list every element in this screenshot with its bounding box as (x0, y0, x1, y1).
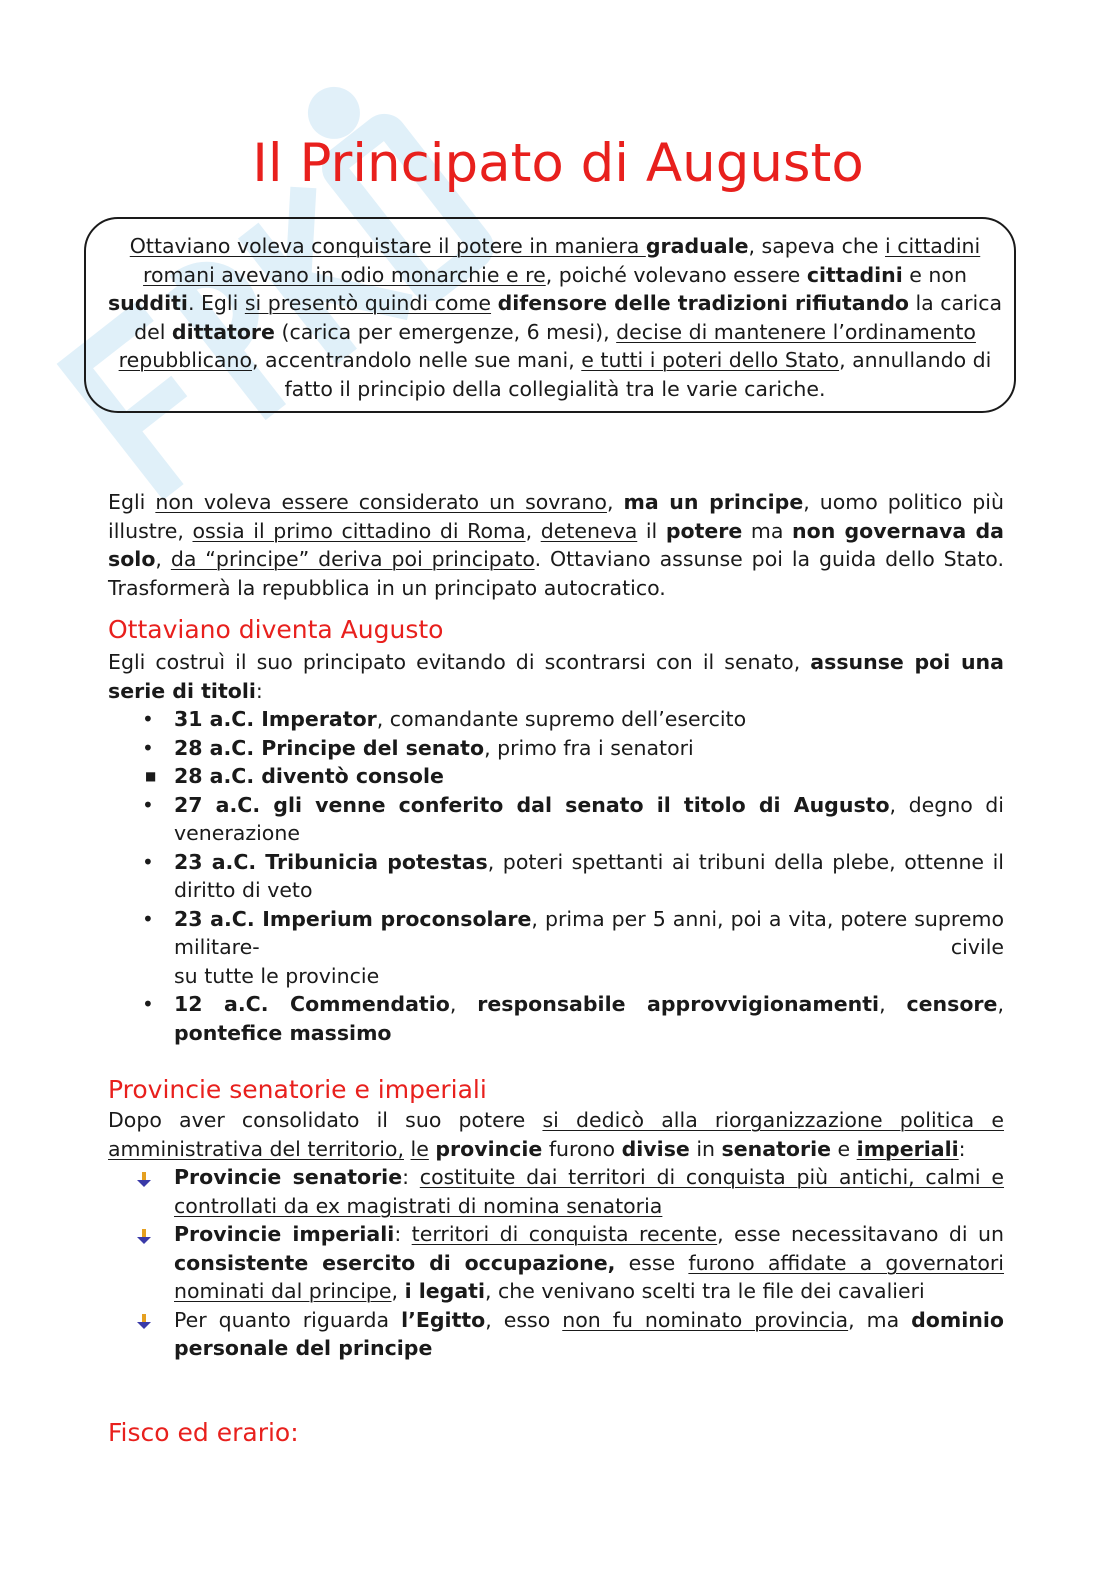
provincie-list (108, 1163, 1004, 1363)
bullet-icon: • (142, 849, 154, 874)
bullet-icon: • (142, 992, 154, 1016)
provincie-intro: Dopo aver consolidato il suo potere si dedicò alla riorganizzazione politica e amministrativa del territorio, le provincie furono divise in senatorie e imperiali: (108, 1108, 1004, 1161)
list-item: Provincie senatorie: costituite dai territori di conquista più antichi, calmi e controllati da ex magistrati di nomina senatoria (108, 1163, 1004, 1220)
bullet-icon: • (142, 792, 154, 817)
titles-section (108, 648, 1004, 1047)
arrow-bullet-icon (136, 1221, 152, 1250)
principe-paragraph: Egli non voleva essere considerato un sovrano, ma un principe, uomo politico più illustre, ossia il primo cittadino di Roma, deteneva il potere ma non governava da solo, da “principe” deriva poi principato. Ottaviano assunse poi la guida dello Stato. Trasformerà la repubblica in un principato autocratico. (108, 490, 1004, 600)
heading-fisco-erario: Fisco ed erario: (108, 1418, 299, 1447)
arrow-bullet-icon (136, 1307, 152, 1336)
bullet-icon: ■ (145, 769, 157, 783)
arrow-bullet-icon (136, 1164, 152, 1193)
list-item: • 12 a.C. Commendatio, responsabile approvvigionamenti, censore, pontefice massimo (142, 992, 1004, 1045)
list-item: • 23 a.C. Tribunicia potestas, poteri spettanti ai tribuni della plebe, ottenne il diritto di veto (142, 849, 1004, 902)
provincie-section (108, 1106, 1004, 1363)
heading-ottaviano-augusto: Ottaviano diventa Augusto (108, 615, 444, 644)
list-item: Per quanto riguarda l’Egitto, esso non fu nominato provincia, ma dominio personale del principe (108, 1306, 1004, 1363)
titles-list (108, 705, 1004, 1047)
list-item: • 28 a.C. Principe del senato, primo fra i senatori (108, 734, 1004, 763)
heading-provincie: Provincie senatorie e imperiali (108, 1075, 487, 1104)
bullet-icon: • (142, 707, 154, 731)
page-title: Il Principato di Augusto (252, 133, 864, 194)
intro-paragraph: Ottaviano voleva conquistare il potere in maniera graduale, sapeva che i cittadini romani avevano in odio monarchie e re, poiché volevano essere cittadini e non sudditi. Egli si presentò quindi come difensore delle tradizioni rifiutando la carica del dittatore (carica per emergenze, 6 mesi), decise di mantenere l’ordinamento repubblicano, accentrandolo nelle sue mani, e tutti i poteri dello Stato, annullando di fatto il principio della collegialità tra le varie cariche. (107, 234, 1003, 401)
bullet-icon: • (142, 906, 154, 931)
titles-intro: Egli costruì il suo principato evitando di scontrarsi con il senato, assunse poi una serie di titoli: (108, 650, 1004, 703)
bullet-icon: • (142, 735, 154, 760)
list-item: Provincie imperiali: territori di conquista recente, esse necessitavano di un consistente esercito di occupazione, esse furono affidate a governatori nominati dal principe, i legati, che venivano scelti tra le file dei cavalieri (108, 1220, 1004, 1306)
list-item: ■ 28 a.C. diventò console (108, 762, 1004, 791)
list-item: • 31 a.C. Imperator, comandante supremo dell’esercito (108, 705, 1004, 734)
list-item: • 23 a.C. Imperium proconsolare, prima per 5 anni, poi a vita, potere supremo militare- civile su tutte le provincie (142, 906, 1004, 988)
list-item: • 27 a.C. gli venne conferito dal senato il titolo di Augusto, degno di venerazione (142, 792, 1004, 845)
